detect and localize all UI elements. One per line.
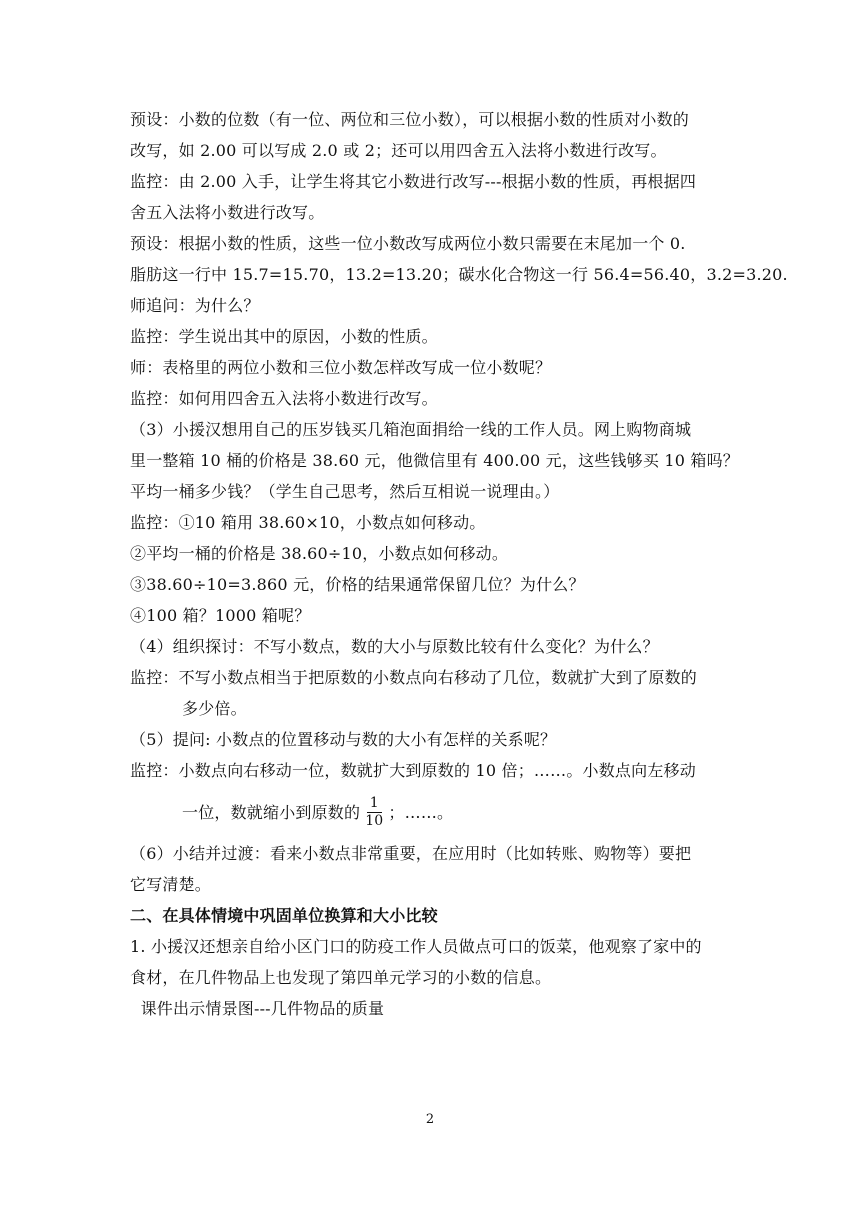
text-line: 平均一桶多少钱？（学生自己思考，然后互相说一说理由。） [130,482,560,501]
fraction [362,795,386,830]
text-line: （3）小援汉想用自己的压岁钱买几箱泡面捐给一线的工作人员。网上购物商城 [130,420,692,439]
text-line: 监控：由 2.00 入手，让学生将其它小数进行改写---根据小数的性质，再根据四 [130,172,697,191]
text-line: 食材，在几件物品上也发现了第四单元学习的小数的信息。 [130,968,552,987]
text-line: 师追问：为什么？ [130,296,260,315]
text-line: 监控：如何用四舍五入法将小数进行改写。 [130,389,438,408]
text-line: ②平均一桶的价格是 38.60÷10，小数点如何移动。 [130,544,509,563]
text-line: ③38.60÷10=3.860 元，价格的结果通常保留几位？为什么？ [130,575,585,594]
text-line: （6）小结并过渡：看来小数点非常重要，在应用时（比如转账、购物等）要把 [130,844,692,863]
text-line: 监控：①10 箱用 38.60×10，小数点如何移动。 [130,513,486,532]
text-line: 监控：学生说出其中的原因，小数的性质。 [130,327,438,346]
fraction-numerator: 1 [367,795,382,813]
fraction-line-prefix: 一位，数就缩小到原数的 [182,802,361,822]
page-number: 2 [425,1112,435,1127]
text-line: 监控：小数点向右移动一位，数就扩大到原数的 10 倍；……。小数点向左移动 [130,761,696,780]
text-line: 多少倍。 [182,699,247,718]
text-line: 里一整箱 10 桶的价格是 38.60 元，他微信里有 400.00 元，这些钱够买 10 箱吗？ [130,451,739,470]
page-content [130,104,788,1024]
text-line: 它写清楚。 [130,875,212,894]
text-line: 预设：小数的位数（有一位、两位和三位小数），可以根据小数的性质对小数的 [130,110,690,129]
text-line: （5）提问: 小数点的位置移动与数的大小有怎样的关系呢？ [130,730,557,749]
section-heading: 二、在具体情境中巩固单位换算和大小比较 [130,906,438,925]
text-line: 改写，如 2.00 可以写成 2.0 或 2；还可以用四舍五入法将小数进行改写。 [130,141,667,160]
text-line: 脂肪这一行中 15.7=15.70，13.2=13.20；碳水化合物这一行 56.4=56.40，3.2=3.20. [130,265,788,284]
text-line: 预设：根据小数的性质，这些一位小数改写成两位小数只需要在末尾加一个 0. [130,234,686,253]
fraction-denominator: 10 [365,812,384,829]
text-line: （4）组织探讨：不写小数点，数的大小与原数比较有什么变化？为什么？ [130,637,659,656]
text-line: 课件出示情景图---几件物品的质量 [130,999,385,1018]
text-line: 监控：不写小数点相当于把原数的小数点向右移动了几位，数就扩大到了原数的 [130,668,698,687]
text-line: 舍五入法将小数进行改写。 [130,203,325,222]
text-line: ④100 箱？1000 箱呢？ [130,606,311,625]
fraction-line-suffix: ；……。 [388,802,454,822]
text-line: 师：表格里的两位小数和三位小数怎样改写成一位小数呢？ [130,358,552,377]
fraction-text-line [130,786,734,838]
text-line: 1. 小援汉还想亲自给小区门口的防疫工作人员做点可口的饭菜，他观察了家中的 [130,937,702,956]
